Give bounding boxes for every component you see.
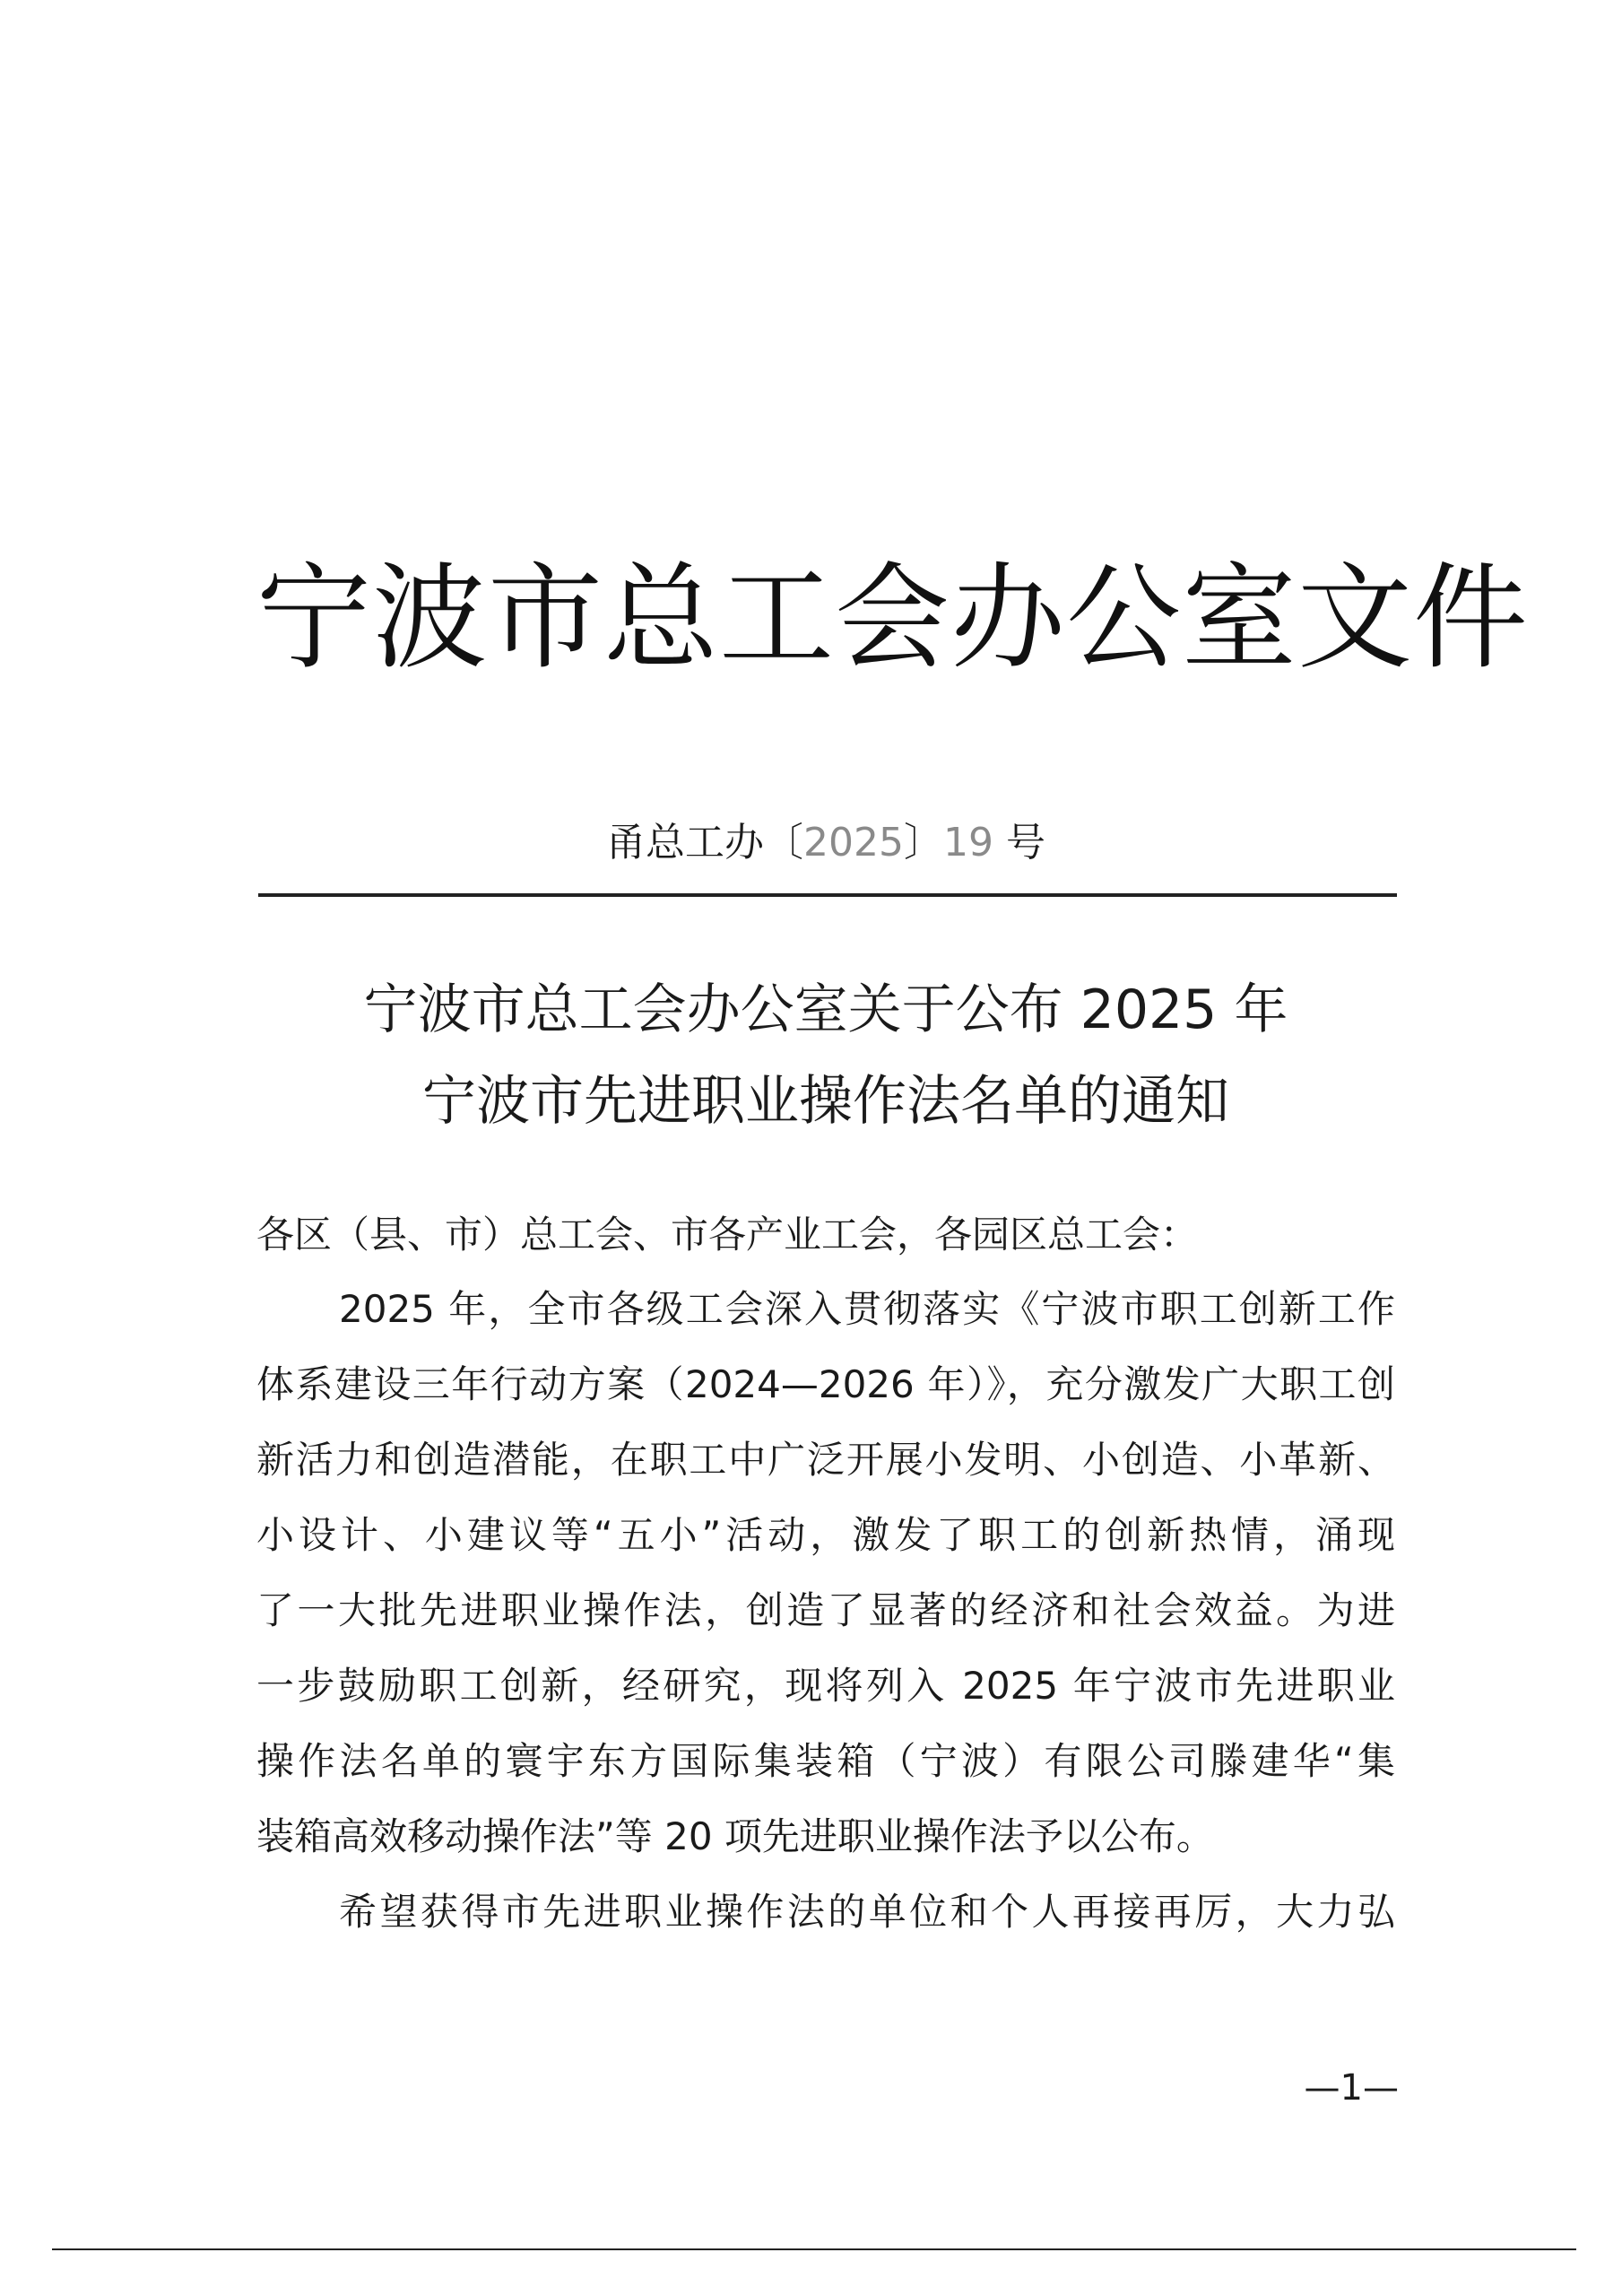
document-number-year: 2025 [803, 820, 904, 865]
paragraph-1-line: 体系建设三年行动方案（2024—2026 年）》，充分激发广大职工创 [256, 1362, 1395, 1406]
paragraph-2-line: 希望获得市先进职业操作法的单位和个人再接再厉，大力弘 [339, 1890, 1395, 1934]
paragraph-1-line: 一步鼓励职工创新，经研究，现将列入 2025 年宁波市先进职业 [256, 1664, 1395, 1708]
document-number-value: 19 [942, 820, 993, 865]
footer-divider [52, 2248, 1576, 2250]
document-number [256, 816, 1395, 870]
notice-title-line-2: 宁波市先进职业操作法名单的通知 [422, 1070, 1229, 1133]
document-number-prefix: 甬总工办〔 [606, 820, 803, 865]
paragraph-1-line: 2025 年，全市各级工会深入贯彻落实《宁波市职工创新工作 [339, 1287, 1395, 1331]
header-divider [258, 893, 1397, 897]
body-text [256, 1283, 1395, 1961]
paragraph-1-line: 了一大批先进职业操作法，创造了显著的经济和社会效益。为进 [256, 1588, 1395, 1632]
document-number-suffix: 号 [993, 820, 1045, 865]
paragraph-1-line: 装箱高效移动操作法”等 20 项先进职业操作法予以公布。 [256, 1814, 1214, 1858]
paragraph-1-line: 小设计、小建议等“五小”活动，激发了职工的创新热情，涌现 [256, 1513, 1395, 1557]
page-number: —1— [1304, 2067, 1399, 2109]
notice-title-line-1: 宁波市总工会办公室关于公布 2025 年 [363, 978, 1288, 1041]
document-number-bracket: 〕 [903, 820, 943, 865]
salutation: 各区（县、市）总工会、市各产业工会，各园区总工会： [256, 1213, 1199, 1257]
document-header-title: 宁波市总工会办公室文件 [256, 552, 1530, 685]
paragraph-1-line: 新活力和创造潜能，在职工中广泛开展小发明、小创造、小革新、 [256, 1438, 1395, 1482]
notice-title [256, 964, 1395, 1147]
paragraph-1-line: 操作法名单的寰宇东方国际集装箱（宁波）有限公司滕建华“集 [256, 1739, 1395, 1783]
